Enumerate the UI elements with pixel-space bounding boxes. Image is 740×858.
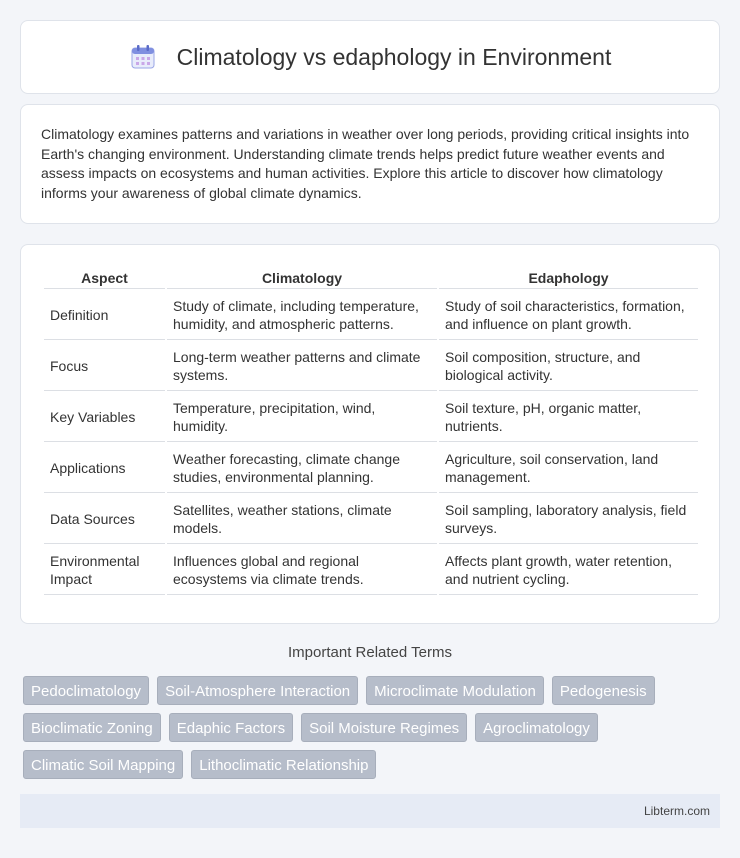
comparison-table — [42, 265, 700, 597]
related-term-tag[interactable]: Bioclimatic Zoning — [23, 713, 161, 742]
row-aspect: Focus — [44, 342, 165, 391]
comparison-card — [20, 244, 720, 624]
row-edaphology: Study of soil characteristics, formation, and influence on plant growth. — [439, 291, 698, 340]
intro-card — [20, 104, 720, 224]
row-edaphology: Soil composition, structure, and biological activity. — [439, 342, 698, 391]
related-term-tag[interactable]: Agroclimatology — [475, 713, 598, 742]
related-term-tag[interactable]: Soil Moisture Regimes — [301, 713, 467, 742]
header-card — [20, 20, 720, 94]
page-title: Climatology vs edaphology in Environment — [176, 43, 612, 70]
row-climatology: Satellites, weather stations, climate models. — [167, 495, 437, 544]
table-row — [44, 495, 698, 544]
row-climatology: Study of climate, including temperature, humidity, and atmospheric patterns. — [167, 291, 437, 340]
table-row — [44, 342, 698, 391]
row-aspect: Applications — [44, 444, 165, 493]
intro-paragraph: Climatology examines patterns and variations in weather over long periods, providing critical insights into Earth's changing environment. Understanding climate trends helps predict future weather events and assess impacts on ecosystems and human activities. Explore this article to discover how climatology informs your awareness of global climate dynamics. — [41, 126, 690, 201]
footer-brand-link[interactable]: Libterm.com — [643, 804, 710, 818]
row-climatology: Temperature, precipitation, wind, humidity. — [167, 393, 437, 442]
row-edaphology: Agriculture, soil conservation, land management. — [439, 444, 698, 493]
related-term-tag[interactable]: Pedogenesis — [552, 676, 655, 705]
title-wrap — [129, 43, 612, 71]
related-term-tag[interactable]: Soil-Atmosphere Interaction — [157, 676, 358, 705]
related-term-tag[interactable]: Edaphic Factors — [169, 713, 293, 742]
row-edaphology: Soil texture, pH, organic matter, nutrients. — [439, 393, 698, 442]
table-row — [44, 291, 698, 340]
table-row — [44, 444, 698, 493]
row-climatology: Influences global and regional ecosystems via climate trends. — [167, 546, 437, 595]
header-edaphology: Edaphology — [439, 267, 698, 289]
related-term-tag[interactable]: Climatic Soil Mapping — [23, 750, 183, 779]
header-aspect: Aspect — [44, 267, 165, 289]
table-header-row — [44, 267, 698, 289]
calendar-icon — [129, 43, 157, 71]
header-climatology: Climatology — [167, 267, 437, 289]
row-aspect: Data Sources — [44, 495, 165, 544]
row-edaphology: Soil sampling, laboratory analysis, field surveys. — [439, 495, 698, 544]
table-row — [44, 393, 698, 442]
row-climatology: Long-term weather patterns and climate systems. — [167, 342, 437, 391]
row-edaphology: Affects plant growth, water retention, and nutrient cycling. — [439, 546, 698, 595]
row-aspect: Environmental Impact — [44, 546, 165, 595]
related-term-tag[interactable]: Lithoclimatic Relationship — [191, 750, 376, 779]
table-row — [44, 546, 698, 595]
row-aspect: Definition — [44, 291, 165, 340]
row-climatology: Weather forecasting, climate change studies, environmental planning. — [167, 444, 437, 493]
footer — [20, 794, 720, 828]
related-term-tag[interactable]: Pedoclimatology — [23, 676, 149, 705]
related-term-tag[interactable]: Microclimate Modulation — [366, 676, 544, 705]
related-terms-list — [23, 676, 713, 779]
row-aspect: Key Variables — [44, 393, 165, 442]
related-terms-heading: Important Related Terms — [288, 644, 452, 661]
